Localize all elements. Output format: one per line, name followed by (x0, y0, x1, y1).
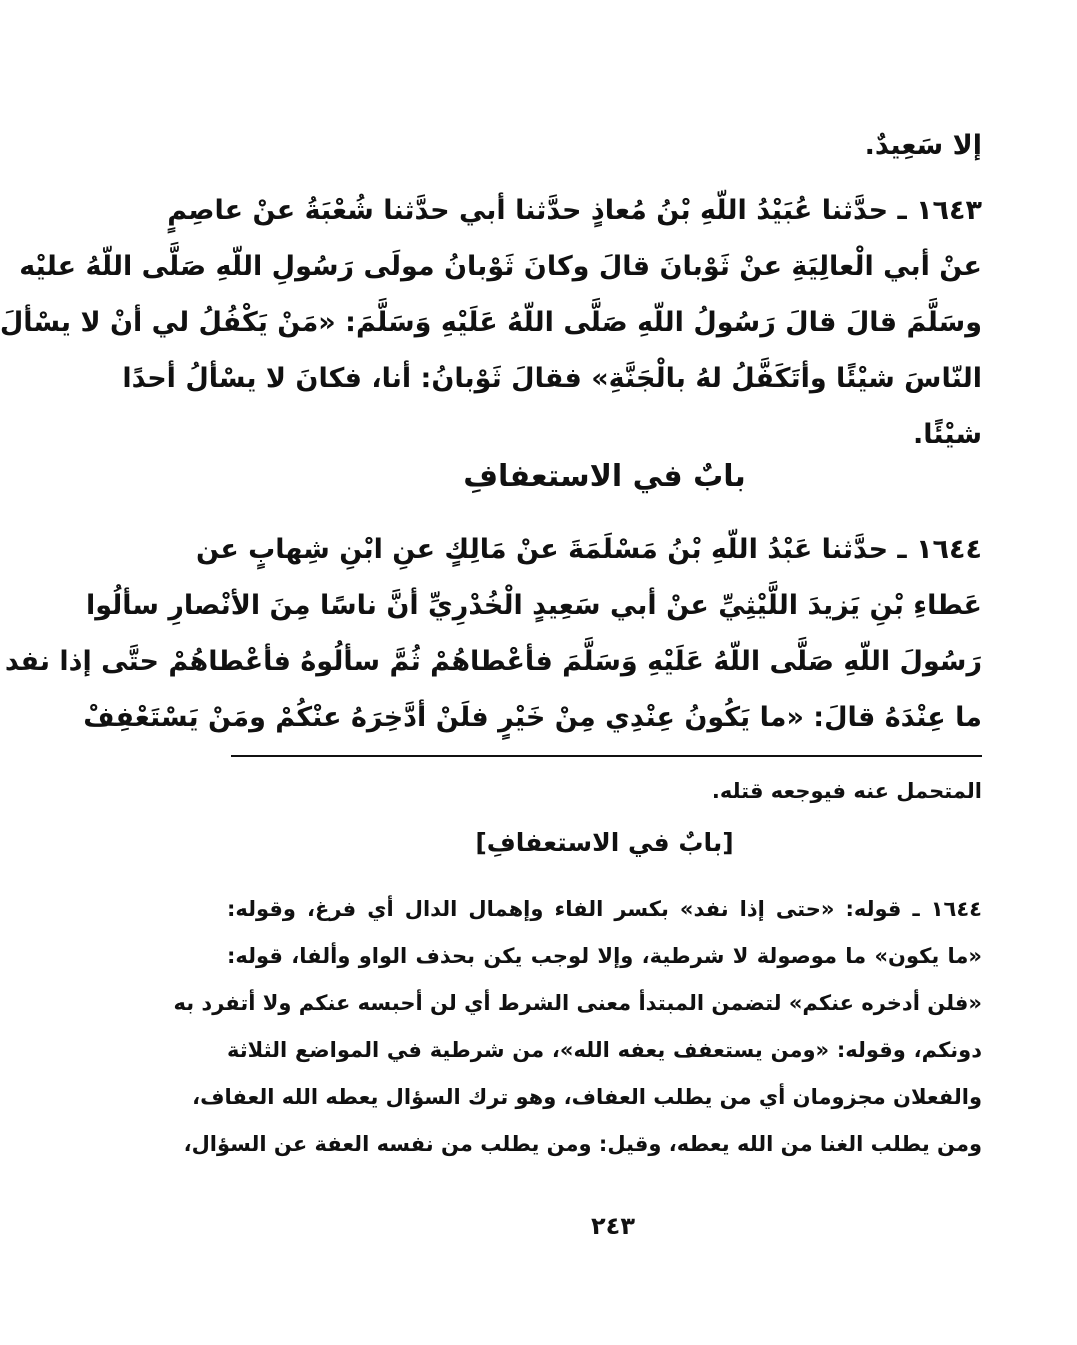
continuation-text (227, 118, 982, 174)
page-number: ٢٤٣ (591, 1212, 635, 1240)
text-line: عنْ أبي الْعالِيَةِ عنْ ثَوْبانَ قالَ وكانَ ثَوْبانُ مولَى رَسُولِ اللّهِ صَلَّى اللّهُ عليْه (19, 251, 982, 282)
text-line: ١٦٤٤ ـ حدَّثنا عَبْدُ اللّهِ بْنُ مَسْلَمَةَ عنْ مَالِكٍ عنِ ابْنِ شِهابٍ عن (196, 534, 982, 565)
text-line: ١٦٤٣ ـ حدَّثنا عُبَيْدُ اللّهِ بْنُ مُعاذٍ حدَّثنا أبي حدَّثنا شُعْبَةُ عنْ عاصِمٍ (167, 195, 982, 226)
footnote-intro (227, 768, 982, 815)
text-line: عَطاءِ بْنِ يَزيدَ اللَّيْثِيِّ عنْ أبي سَعِيدٍ الْخُدْرِيِّ أنَّ ناسًا مِنَ الأنْصارِ سألُوا (85, 590, 982, 621)
footnote-commentary (173, 886, 982, 1168)
footnote-heading: [بابٌ في الاستعفافِ] (475, 828, 734, 857)
footnote-line: ١٦٤٤ ـ قوله: «حتى إذا نفد» بكسر الفاء وإهمال الدال أي فرغ، وقوله: (227, 897, 982, 921)
text-line: النّاسَ شيْئًا وأتَكَفَّلُ لهُ بالْجَنَّةِ» فقالَ ثَوْبانُ: أنا، فكانَ لا يسْألُ أحدًا (122, 363, 982, 394)
text-line: ما عِنْدَهُ قالَ: «ما يَكُونُ عِنْدِي مِنْ خَيْرٍ فلَنْ أدَّخِرَهُ عنْكُمْ ومَنْ يَسْتَعْفِفْ (83, 702, 982, 733)
footnote-line: دونكم، وقوله: «ومن يستعفف يعفه الله»، من شرطية في المواضع الثلاثة (227, 1038, 982, 1062)
text-line: رَسُولَ اللّهِ صَلَّى اللّهُ عَلَيْهِ وَسَلَّمَ فأعْطاهُمْ ثُمَّ سألُوهُ فأعْطاهُمْ حتَّى إذا نفد (4, 646, 982, 677)
footnote-line: المتحمل عنه فيوجعه قتله. (711, 779, 982, 803)
text-line: وسَلَّمَ قالَ قالَ رَسُولُ اللّهِ صَلَّى اللّهُ عَلَيْهِ وَسَلَّمَ: «مَنْ يَكْفُلُ لي أنْ لا يسْألَ (0, 307, 982, 338)
hadith-1643 (0, 183, 982, 463)
text-line: إلا سَعِيدٌ. (864, 130, 982, 161)
footnote-line: «ما يكون» ما موصولة لا شرطية، وإلا لوجب يكن بحذف الواو وألفا، قوله: (227, 944, 982, 968)
footnote-line: «فلن أدخره عنكم» لتضمن المبتدأ معنى الشرط أي لن أحبسه عنكم ولا أتفرد به (173, 991, 982, 1015)
text-line: شيْئًا. (913, 419, 982, 450)
footnote-line: ومن يطلب الغنا من الله يعطه، وقيل: ومن يطلب من نفسه العفة عن السؤال، (183, 1132, 982, 1156)
footnote-line: والفعلان مجزومان أي من يطلب العفاف، وهو ترك السؤال يعطه الله العفاف، (192, 1085, 982, 1109)
footnote-divider (231, 755, 982, 757)
hadith-1644 (4, 522, 982, 746)
chapter-heading: بابٌ في الاستعفافِ (463, 459, 746, 494)
